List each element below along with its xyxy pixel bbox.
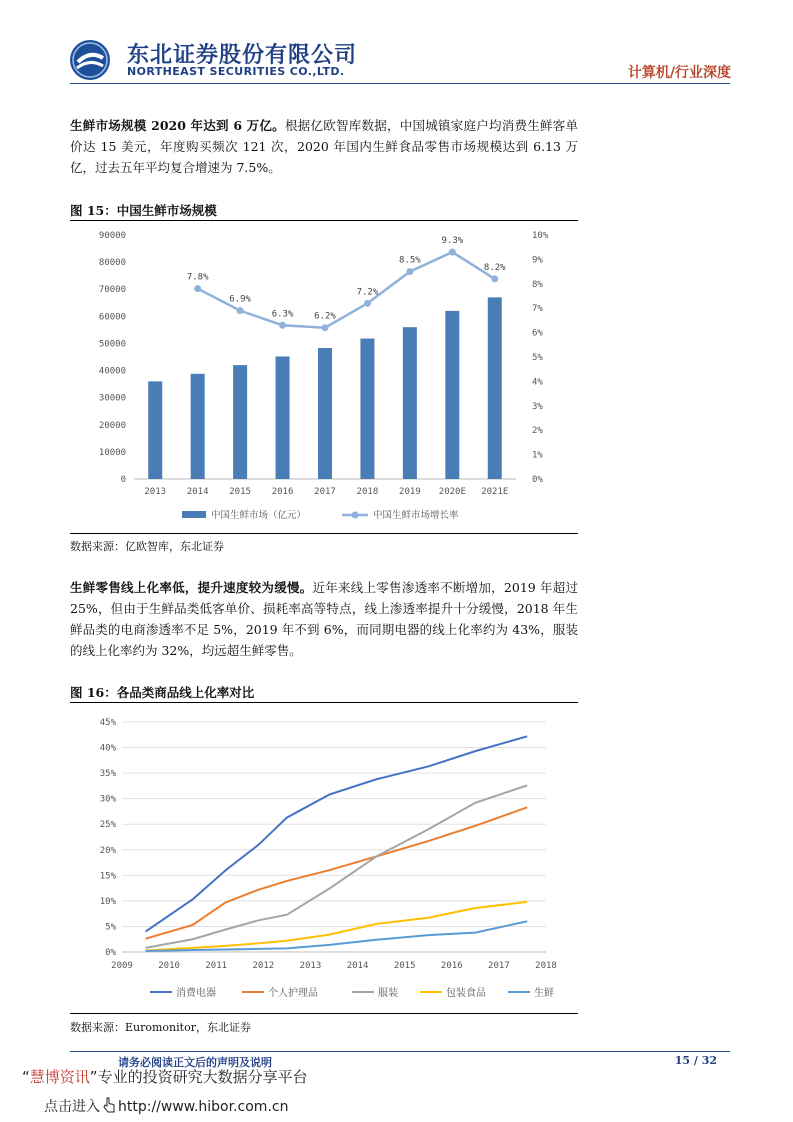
legend-label: 消费电器 (176, 988, 216, 999)
x-tick-label: 2017 (314, 487, 336, 497)
bar (276, 356, 290, 479)
growth-data-label: 9.3% (441, 236, 464, 247)
footer-rule (70, 1051, 730, 1052)
series-line (146, 785, 528, 948)
watermark-link[interactable] (44, 1096, 288, 1116)
fig16-chart (70, 704, 578, 1012)
growth-point (194, 285, 201, 292)
y-tick-label: 80000 (98, 258, 126, 269)
section-tag: 计算机/行业深度 (627, 65, 731, 81)
x-tick-label: 2015 (393, 961, 416, 971)
y-tick-label: 45% (99, 718, 116, 728)
x-tick-label: 2019 (399, 487, 421, 497)
legend-label: 个人护理品 (268, 988, 318, 999)
y-tick-label: 0% (105, 948, 116, 958)
y2-tick-label: 5% (532, 353, 543, 363)
fig16-bottom-rule (70, 1013, 578, 1014)
y2-tick-label: 9% (532, 255, 543, 266)
x-tick-label: 2018 (535, 961, 557, 971)
quote-open: “ (22, 1068, 30, 1086)
fig15-title: 图 15：中国生鲜市场规模 (70, 203, 217, 218)
legend-label: 包装食品 (446, 988, 486, 999)
fig16-source: 数据来源：Euromonitor，东北证券 (70, 1021, 251, 1034)
x-tick-label: 2015 (229, 487, 251, 497)
para1-bold: 生鲜市场规模 2020 年达到 6 万亿。 (70, 118, 285, 133)
y2-tick-label: 1% (532, 450, 543, 461)
x-tick-label: 2013 (299, 961, 322, 971)
x-tick-label: 2018 (356, 487, 379, 497)
x-tick-label: 2020E (438, 487, 466, 497)
growth-point (406, 268, 413, 275)
para2-bold: 生鲜零售线上化率低，提升速度较为缓慢。 (70, 580, 313, 595)
paragraph-online-rate (70, 577, 578, 661)
fig16-title: 图 16：各品类商品线上化率对比 (70, 685, 255, 700)
growth-data-label: 6.3% (271, 309, 294, 320)
y-tick-label: 20% (99, 845, 116, 856)
growth-point (237, 307, 244, 314)
fig15-chart (70, 222, 578, 534)
y-tick-label: 5% (105, 922, 116, 933)
y-tick-label: 50000 (98, 339, 126, 350)
growth-point (364, 300, 371, 307)
y-tick-label: 10% (99, 896, 116, 907)
y-tick-label: 10000 (98, 447, 126, 458)
bar (191, 374, 205, 479)
legend-line-marker (352, 512, 359, 519)
footer-disclaimer: 请务必阅读正文后的声明及说明 (118, 1056, 272, 1069)
y-tick-label: 60000 (98, 312, 126, 323)
y-tick-label: 15% (99, 871, 116, 882)
fig16-top-rule (70, 702, 578, 703)
bar (318, 348, 332, 479)
watermark-brand: 慧博资讯 (29, 1068, 90, 1086)
y-tick-label: 20000 (98, 420, 126, 431)
x-tick-label: 2010 (158, 961, 180, 971)
series-line (146, 736, 528, 931)
legend-label: 服装 (378, 988, 398, 999)
y2-tick-label: 2% (532, 426, 543, 437)
x-tick-label: 2021E (481, 487, 509, 497)
bar (360, 339, 374, 479)
x-tick-label: 2017 (488, 961, 510, 971)
y2-tick-label: 7% (532, 304, 543, 315)
legend-line-label: 中国生鲜市场增长率 (373, 510, 459, 521)
x-tick-label: 2011 (205, 961, 228, 971)
y-tick-label: 90000 (98, 231, 126, 241)
x-tick-label: 2014 (346, 961, 369, 971)
watermark-url[interactable]: http://www.hibor.com.cn (118, 1099, 289, 1115)
bar (148, 381, 162, 479)
watermark-slogan (22, 1066, 308, 1087)
header-rule (70, 83, 730, 84)
bar (403, 327, 417, 479)
x-tick-label: 2012 (252, 961, 275, 971)
legend-bar-swatch (182, 511, 206, 518)
y2-tick-label: 8% (532, 279, 543, 290)
y2-tick-label: 6% (532, 328, 543, 339)
y2-tick-label: 4% (532, 377, 543, 388)
watermark-slogan-text: 专业的投资研究大数据分享平台 (97, 1068, 308, 1086)
y-tick-label: 30000 (98, 393, 126, 404)
fig15-bottom-rule (70, 533, 578, 534)
growth-data-label: 7.2% (356, 287, 379, 298)
fig15-source: 数据来源：亿欧智库，东北证券 (70, 540, 224, 553)
pointer-hand-icon (102, 1097, 116, 1113)
series-line (146, 807, 528, 938)
legend-label: 生鲜 (534, 988, 554, 999)
growth-point (449, 249, 456, 256)
y-tick-label: 40% (99, 743, 116, 754)
para2-text: 近年来线上零售渗透率不断增加，2019 年超过 25%，但由于生鲜品类低客单价、损耗率高等特点，线上渗透率提升十分缓慢，2018 年生鲜品类的电商渗透率不足 5%，2019 年不到 6%，而同期电器的线上化率约为 43%，服装的线上化率约为 32%，均远超生鲜零售。 (70, 580, 578, 658)
logo-swirl-icon (70, 40, 110, 80)
growth-point (322, 324, 329, 331)
y2-tick-label: 0% (532, 475, 543, 485)
y-tick-label: 0 (120, 475, 126, 485)
x-tick-label: 2016 (440, 961, 463, 971)
watermark-visit: 点击进入 (44, 1099, 100, 1115)
legend-bar-label: 中国生鲜市场（亿元） (211, 510, 307, 521)
page-number: 15 / 32 (674, 1054, 717, 1067)
para1-text: 根据亿欧智库数据，中国城镇家庭户均消费生鲜客单价达 15 美元，年度购买频次 121 次，2020 年国内生鲜食品零售市场规模达到 6.13 万亿，过去五年平均复合增速为 7.5%。 (70, 118, 578, 175)
y2-tick-label: 10% (532, 231, 549, 241)
x-tick-label: 2014 (186, 487, 209, 497)
y2-tick-label: 3% (532, 401, 543, 412)
growth-data-label: 6.9% (229, 294, 251, 305)
paragraph-fresh-market-size (70, 115, 578, 178)
y-tick-label: 70000 (98, 285, 126, 296)
quote-close: ” (89, 1068, 98, 1086)
company-name-en: NORTHEAST SECURITIES CO.,LTD. (127, 65, 345, 78)
y-tick-label: 35% (99, 769, 116, 780)
growth-data-label: 7.8% (186, 272, 209, 283)
x-tick-label: 2009 (111, 961, 133, 971)
growth-data-label: 8.5% (399, 255, 421, 266)
x-tick-label: 2013 (144, 487, 167, 497)
bar (488, 297, 502, 479)
x-tick-label: 2016 (271, 487, 294, 497)
company-name-cn: 东北证券股份有限公司 (127, 43, 358, 68)
y-tick-label: 40000 (98, 366, 126, 377)
y-tick-label: 25% (99, 820, 116, 831)
growth-data-label: 8.2% (483, 262, 506, 273)
growth-point (279, 322, 286, 329)
fig15-top-rule (70, 220, 578, 221)
growth-data-label: 6.2% (314, 311, 336, 322)
bar (445, 311, 459, 479)
y-tick-label: 30% (99, 794, 116, 805)
bar (233, 365, 247, 479)
growth-point (491, 275, 498, 282)
